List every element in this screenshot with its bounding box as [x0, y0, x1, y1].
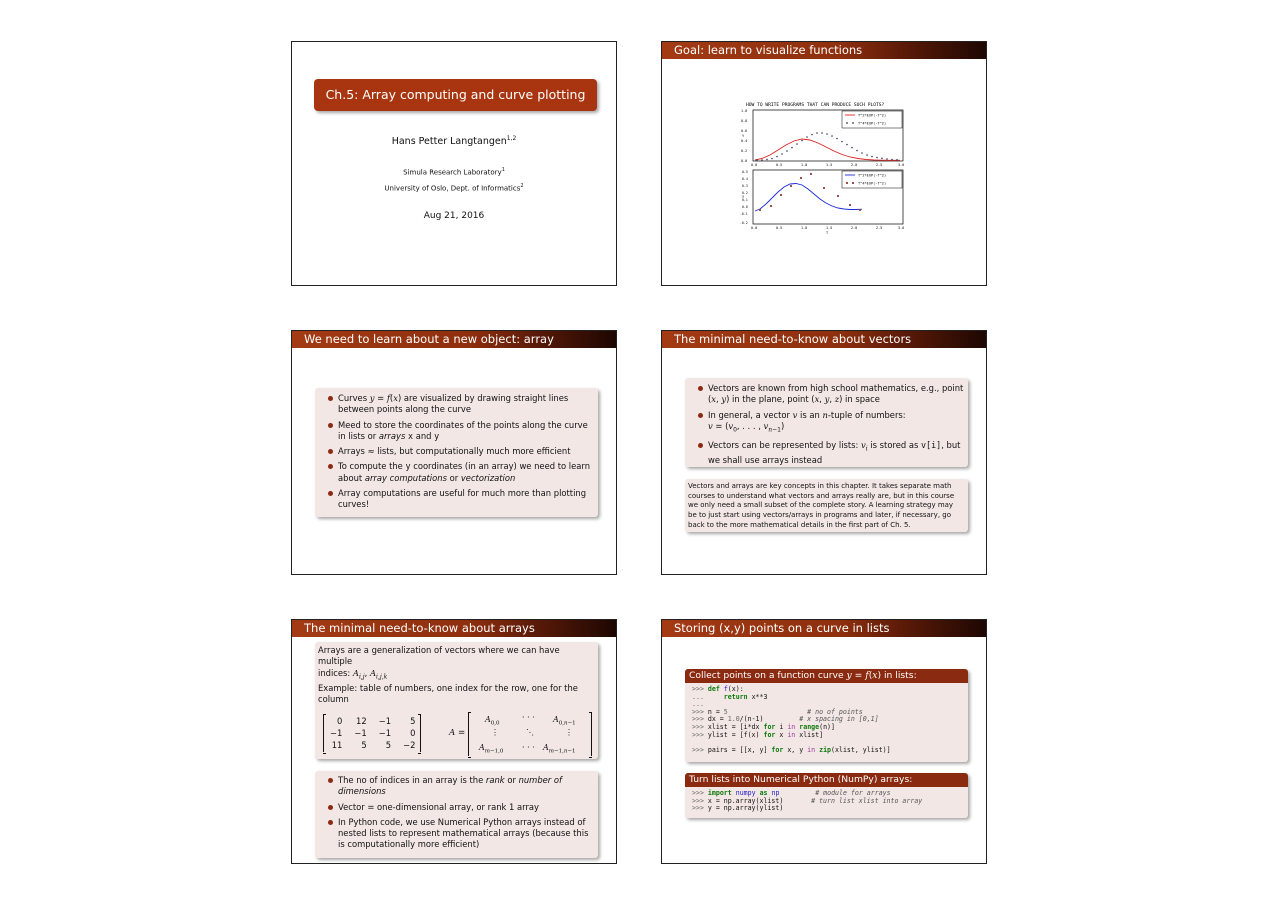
- slide-title-bar: We need to learn about a new object: array: [292, 331, 616, 348]
- svg-text:0.2: 0.2: [742, 191, 748, 195]
- matrix-a-label: A =: [449, 728, 466, 738]
- numeric-matrix: [323, 714, 421, 752]
- svg-text:3.0: 3.0: [898, 163, 905, 167]
- numpy-header: Turn lists into Numerical Python (NumPy) arrays:: [685, 773, 968, 787]
- matrix-row: 0 12 −1 5: [337, 716, 416, 726]
- affiliation-2: [292, 183, 616, 192]
- svg-text:0.6: 0.6: [741, 129, 748, 133]
- collect-points-header: Collect points on a function curve y = f(x) in lists:: [685, 669, 968, 683]
- slide-title-bar: Goal: learn to visualize functions: [662, 42, 986, 59]
- intro-line-1: Arrays are a generalization of vectors where we can have multiple: [318, 645, 560, 667]
- svg-text:1.0: 1.0: [741, 109, 748, 113]
- svg-text:-0.1: -0.1: [740, 212, 748, 216]
- bottom-x-ticks: [751, 226, 904, 230]
- top-legend-line-label: T^2*EXP(-T^2): [858, 113, 887, 118]
- symbolic-matrix: $A_{0,0}$ · · · $A_{0,n-1}$ ⋮ ⋱ ⋮ $A_{m-1,0}$ · · · $A_{m-1,n-1}$: [468, 712, 592, 756]
- svg-text:1.0: 1.0: [801, 163, 808, 167]
- svg-text:1.5: 1.5: [826, 163, 833, 167]
- numpy-block: [685, 773, 968, 818]
- bullet-curves: Curves y = f(x) are visualized by drawing straight lines between points along the curve: [327, 393, 594, 416]
- bottom-ylabel: Y: [742, 195, 745, 199]
- slide-title: [291, 41, 617, 286]
- bottom-xlabel: T: [826, 231, 829, 235]
- slide-vectors: [661, 330, 987, 575]
- svg-text:2.0: 2.0: [851, 163, 858, 167]
- arrays-definition-block: [315, 642, 598, 759]
- svg-text:1.5: 1.5: [826, 226, 833, 230]
- bullet-numerical-python: In Python code, we use Numerical Python arrays instead of nested lists to represent mathematical arrays (because this is computationally more efficient): [327, 817, 594, 851]
- svg-text:0.4: 0.4: [741, 139, 748, 143]
- svg-text:0.5: 0.5: [742, 170, 748, 174]
- vectors-note-text: Vectors and arrays are key concepts in this chapter. It takes separate math courses to understand what vectors and arrays really are, but in this course we only need a small subset of the complete story. A learning strategy may be to just start using vectors/arrays in programs and later, if necessary, go back to the more mathematical details in the first part of Ch. 5.: [688, 482, 955, 529]
- code-numpy: >>> import numpy as np # module for arrays >>> x = np.array(xlist) # turn list xlist into array >>> y = np.array(ylist): [692, 789, 923, 813]
- svg-text:0.8: 0.8: [741, 119, 748, 123]
- svg-text:-0.2: -0.2: [740, 221, 748, 225]
- svg-text:2.5: 2.5: [876, 163, 883, 167]
- slide-title-bar: Storing (x,y) points on a curve in lists: [662, 620, 986, 637]
- collect-points-block: [685, 669, 968, 762]
- affiliation-1-text: Simula Research Laboratory: [403, 168, 502, 177]
- bullet-vector-rank1: Vector = one-dimensional array, or rank 1 array: [327, 802, 594, 813]
- slide-arrays: [291, 619, 617, 864]
- top-legend-marker-swatch: [846, 122, 848, 124]
- bullet-block: [315, 388, 598, 517]
- function-plots: [662, 59, 987, 285]
- top-x-ticks: [751, 163, 904, 167]
- bullet-represented-by-lists: Vectors can be represented by lists: $v_i$ is stored as v[i], but we shall use arrays instead: [697, 440, 964, 466]
- intro-line-4: column: [318, 693, 349, 704]
- intro-line-3: Example: table of numbers, one index for the row, one for the: [318, 682, 578, 693]
- bottom-legend-marker-swatch: [846, 182, 848, 184]
- author-superscript: 1,2: [506, 135, 517, 142]
- bullet-arrays-vs-lists: Arrays ≈ lists, but computationally much more efficient: [327, 446, 594, 457]
- affiliation-2-sup: 2: [520, 183, 524, 189]
- svg-text:0.0: 0.0: [751, 163, 758, 167]
- presentation-title: Ch.5: Array computing and curve plotting: [325, 87, 586, 102]
- author-name: Hans Petter Langtangen: [391, 136, 507, 148]
- svg-text:2.0: 2.0: [851, 226, 858, 230]
- affiliation-1-sup: 1: [501, 167, 505, 173]
- vectors-note-block: [685, 479, 968, 532]
- bullet-rank: The no of indices in an array is the rank or number of dimensions: [327, 775, 594, 798]
- code-collect-points: >>> def f(x): ... return x**3 ... >>> n = 5 # no of points >>> dx = 1.0/(n-1) # x spacing in [0,1] >>> xlist = [i*dx for i in range(n)] >>> ylist = [f(x) for x in xlist] >>> pairs = [[x, y] for x, y in zip(xlist, ylist)]: [692, 685, 891, 754]
- bullet-array-useful: Array computations are useful for much more than plotting curves!: [327, 488, 594, 511]
- top-marker-series: [756, 132, 898, 161]
- slide-title-bar: The minimal need-to-know about vectors: [662, 331, 986, 348]
- bullet-n-tuple: In general, a vector v is an n-tuple of numbers: $v = (v_0$, . . . , $v_{n-1}$): [697, 410, 964, 436]
- matrix-row: −1 −1 −1 0: [330, 728, 416, 738]
- affiliation-1: [292, 167, 616, 176]
- svg-text:0.0: 0.0: [751, 226, 758, 230]
- bullet-store-coordinates: Meed to store the coordinates of the points along the curve in lists or arrays x and y: [327, 420, 594, 443]
- bullet-vectors-known: Vectors are known from high school mathematics, e.g., point (x, y) in the plane, point (x, y, z) in space: [697, 383, 964, 406]
- slide-array-intro: [291, 330, 617, 575]
- author-line: [292, 135, 616, 147]
- slide-storing-points: [661, 619, 987, 864]
- intro-line-2: indices: $A_{i,j}$, $A_{i,j,k}$: [318, 667, 388, 681]
- svg-text:0.1: 0.1: [742, 198, 748, 202]
- svg-text:0.3: 0.3: [742, 184, 748, 188]
- svg-text:0.0: 0.0: [742, 205, 748, 209]
- bottom-legend-line-label: T^2*EXP(-T^2): [858, 173, 887, 178]
- arrays-bullet-block: [315, 771, 598, 858]
- svg-text:3.0: 3.0: [898, 226, 905, 230]
- bottom-legend-marker-label: T^4*EXP(-T^2): [858, 181, 887, 186]
- svg-text:0.5: 0.5: [776, 163, 783, 167]
- title-block: [314, 79, 597, 111]
- slide-title-bar: The minimal need-to-know about arrays: [292, 620, 616, 637]
- svg-text:0.0: 0.0: [741, 159, 748, 163]
- svg-text:0.2: 0.2: [741, 149, 748, 153]
- affiliation-2-text: University of Oslo, Dept. of Informatics: [384, 184, 521, 193]
- vectors-bullet-block: [685, 378, 968, 467]
- top-ylabel: Y: [742, 134, 745, 138]
- slide-goal: [661, 41, 987, 286]
- top-legend-marker-label: T^4*EXP(-T^2): [858, 121, 887, 126]
- svg-text:0.5: 0.5: [776, 226, 783, 230]
- matrix-row: 11 5 5 −2: [331, 740, 416, 750]
- svg-text:1.0: 1.0: [801, 226, 808, 230]
- svg-text:2.5: 2.5: [876, 226, 883, 230]
- bullet-compute-y: To compute the y coordinates (in an array) we need to learn about array computations or vectorization: [327, 461, 594, 484]
- plot-title: HOW TO WRITE PROGRAMS THAT CAN PRODUCE SUCH PLOTS?: [746, 103, 885, 108]
- svg-text:0.4: 0.4: [742, 177, 748, 181]
- date: Aug 21, 2016: [423, 211, 485, 221]
